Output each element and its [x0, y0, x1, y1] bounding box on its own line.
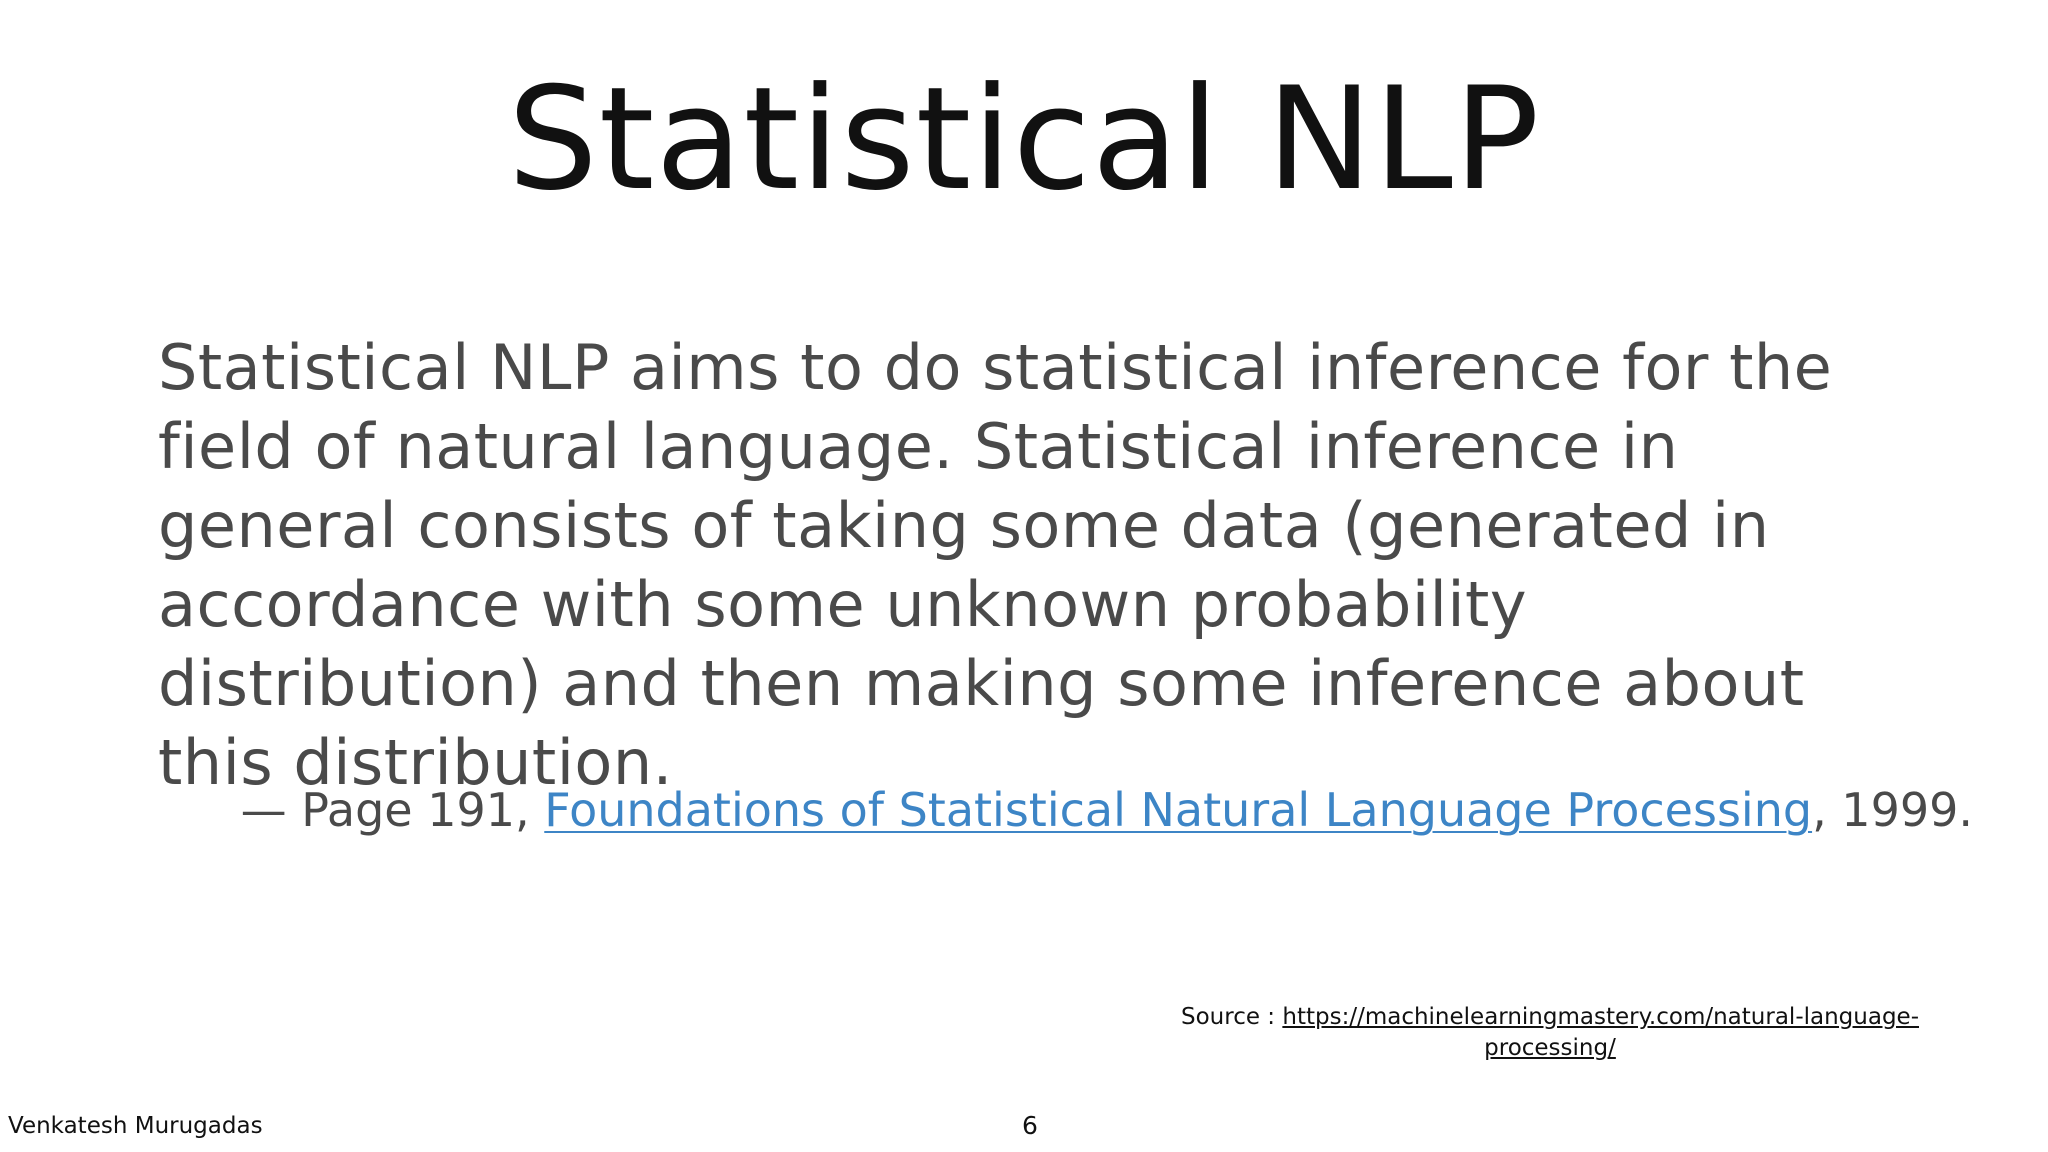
book-link[interactable]: Foundations of Statistical Natural Language Processing [544, 783, 1813, 837]
footer-author: Venkatesh Murugadas [8, 1113, 263, 1139]
source-link[interactable]: https://machinelearningmastery.com/natural-language-processing/ [1282, 1004, 1919, 1061]
page-number: 6 [1022, 1111, 1038, 1140]
slide-title: Statistical NLP [507, 57, 1541, 222]
attribution-prefix: — Page 191, [240, 783, 545, 837]
source-citation [1180, 1002, 1920, 1064]
source-label: Source : [1181, 1004, 1283, 1030]
quote-attribution [241, 780, 1973, 840]
body-text: Statistical NLP aims to do statistical inference for the field of natural language. Statistical inference in general consists of taking some data (generated in accordance with some unknown probability distribution) and then making some inference about this distribution. [158, 331, 1833, 799]
attribution-suffix: , 1999. [1812, 783, 1973, 837]
